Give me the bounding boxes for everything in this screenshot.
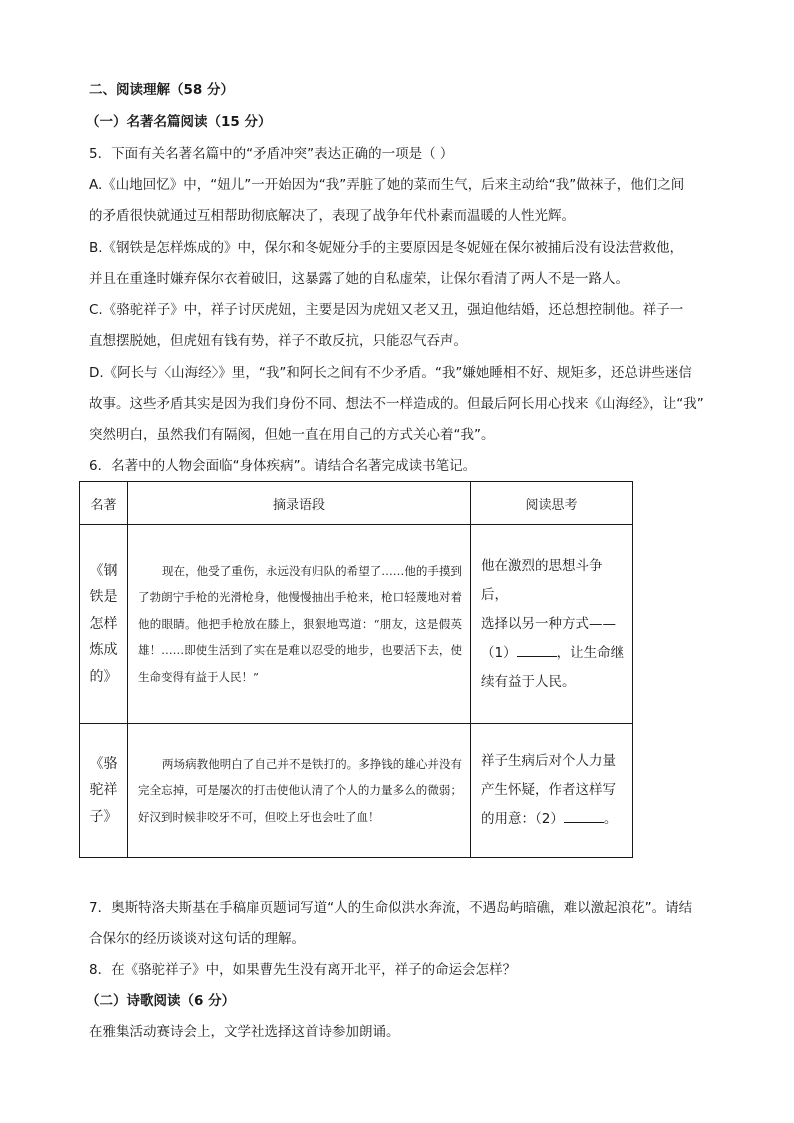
thinking-cell: [471, 724, 633, 858]
thinking-text: 的用意：（2）: [481, 811, 564, 827]
excerpt-text: 现在，他受了重伤，永远没有归队的希望了……他的手摸到了勃朗宁手枪的光滑枪身，他慢慢抽出手枪来，枪口轻蔑地对着他的眼睛。他把手枪放在膝上，狠狠地骂道：“朋友，这是假英雄！……即使生活到了实在是难以忍受的地步，也要活下去，使生命变得有益于人民！”: [138, 563, 462, 684]
thinking-line: 选择以另一种方式——: [481, 615, 616, 632]
q7-line1: 7．奥斯特洛夫斯基在手稿扉页题词写道“人的生命似洪水奔流，不遇岛屿暗礁，难以激起浪花”。请结: [89, 900, 693, 916]
poem-intro: 在雅集活动赛诗会上，文学社选择这首诗参加朗诵。: [89, 1024, 400, 1040]
book-title-line: 《钢: [89, 562, 118, 579]
answer-blank-1[interactable]: [517, 642, 557, 657]
q5-option-a-line1: A.《山地回忆》中，“妞儿”一开始因为“我”弄脏了她的菜而生气，后来主动给“我”做袜子，他们之间: [89, 177, 685, 193]
q5-option-b-line1: B.《钢铁是怎样炼成的》中，保尔和冬妮娅分手的主要原因是冬妮娅在保尔被捕后没有设法营救他，: [89, 240, 684, 256]
q5-stem: 5．下面有关名著名篇中的“矛盾冲突”表达正确的一项是（ ）: [89, 146, 454, 162]
q5-option-d-line2: 故事。这些矛盾其实是因为我们身份不同、想法不一样造成的。但最后阿长用心找来《山海经》，让“我”: [89, 396, 704, 412]
reading-notes-table: [79, 481, 633, 858]
excerpt-cell: [128, 525, 471, 724]
excerpt-cell: [128, 724, 471, 858]
thinking-cell: [471, 525, 633, 724]
q5-option-a-line2: 的矛盾很快就通过互相帮助彻底解决了，表现了战争年代朴素而温暖的人性光辉。: [89, 208, 575, 224]
book-title-line: 的》: [89, 668, 118, 685]
book-title-line: 《骆: [89, 755, 118, 772]
book-title-cell: [80, 724, 128, 858]
q6-stem: 6．名著中的人物会面临“身体疾病”。请结合名著完成读书笔记。: [89, 458, 477, 474]
part1-title: （一）名著名篇阅读（15 分）: [86, 114, 272, 130]
header-book: 名著: [80, 482, 128, 525]
book-title-line: 怎样: [89, 615, 118, 632]
book-title-line: 炼成: [89, 642, 118, 659]
thinking-line: 他在激烈的思想斗争后，: [481, 557, 603, 603]
answer-blank-2[interactable]: [564, 808, 604, 823]
part2-title: （二）诗歌阅读（6 分）: [86, 993, 236, 1009]
blank-number: （1）: [481, 644, 517, 661]
q5-option-d-line3: 突然明白，虽然我们有隔阂，但她一直在用自己的方式关心着“我”。: [89, 427, 495, 443]
header-excerpt: 摘录语段: [128, 482, 471, 525]
thinking-line: [481, 639, 626, 668]
q5-option-c-line2: 直想摆脱她，但虎妞有钱有势，祥子不敢反抗，只能忍气吞声。: [89, 333, 467, 349]
book-title-line: 子》: [89, 808, 118, 825]
thinking-line: 续有益于人民。: [481, 673, 576, 690]
thinking-line: 产生怀疑，作者这样写: [481, 782, 616, 798]
q7-line2: 合保尔的经历谈谈对这句话的理解。: [89, 931, 305, 947]
q8-stem: 8．在《骆驼祥子》中，如果曹先生没有离开北平，祥子的命运会怎样？: [89, 962, 517, 978]
book-title-line: 铁是: [89, 589, 118, 606]
section-title: 二、阅读理解（58 分）: [89, 82, 234, 98]
table-row: [80, 724, 633, 858]
excerpt-text: 两场病教他明白了自己并不是铁打的。多挣钱的雄心并没有完全忘掉，可是屡次的打击使他认清了个人的力量多么的微弱；好汉到时候非咬牙不可，但咬上牙也会吐了血！: [138, 756, 462, 824]
thinking-text: ，让生命继: [556, 644, 625, 661]
q5-option-d-line1: D.《阿长与〈山海经〉》里，“我”和阿长之间有不少矛盾。“我”嫌她睡相不好、规矩多，还总讲些迷信: [89, 365, 692, 381]
thinking-line: [481, 805, 626, 834]
thinking-line: 祥子生病后对个人力量: [481, 753, 616, 769]
book-title-cell: [80, 525, 128, 724]
book-title-line: 驼祥: [89, 782, 118, 799]
q5-option-c-line1: C.《骆驼祥子》中，祥子讨厌虎妞，主要是因为虎妞又老又丑，强迫他结婚，还总想控制他。祥子一: [89, 302, 684, 318]
q5-option-b-line2: 并且在重逢时嫌弃保尔衣着破旧，这暴露了她的自私虚荣，让保尔看清了两人不是一路人。: [89, 271, 629, 287]
table-row: [80, 525, 633, 724]
thinking-text: 。: [603, 811, 618, 827]
header-thinking: 阅读思考: [471, 482, 633, 525]
